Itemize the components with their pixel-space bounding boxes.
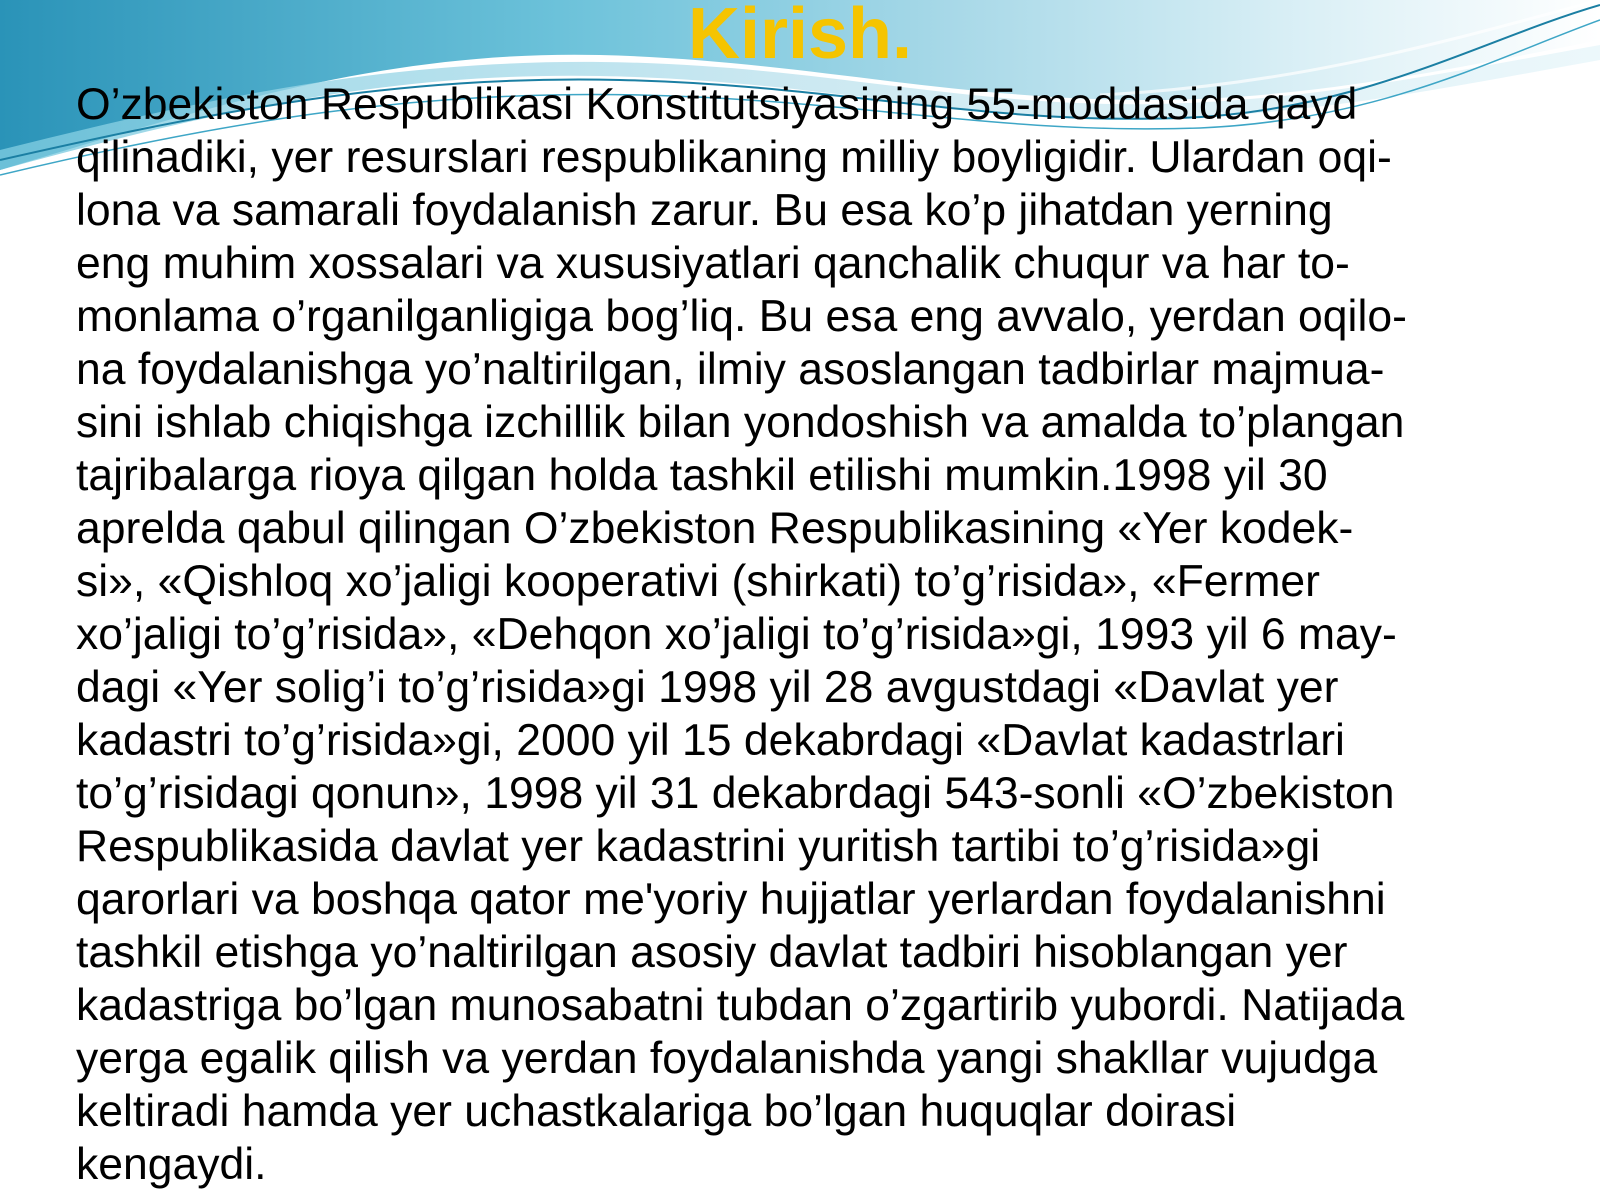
body-paragraph: O’zbekiston Respublikasi Konstitutsiyasining 55-moddasida qayd qilinadiki, yer resurslari respublikaning milliy boyligidir. Ulardan oqi- lona va samarali foydalanish zarur. Bu esa ko’p jihatdan yerning eng muhim xossalari va xususiyatlari qanchalik chuqur va har to- monlama o’rganilganligiga bog’liq. Bu esa eng avvalo, yerdan oqilo- na foydalanishga yo’naltirilgan, ilmiy asoslangan tadbirlar majmua- sini ishlab chiqishga izchillik bilan yondoshish va amalda to’plangan tajribalarga rioya qilgan holda tashkil etilishi mumkin.1998 yil 30 aprelda qabul qilingan O’zbekiston Respublikasining «Yer kodek- si», «Qishloq xo’jaligi kooperativi (shirkati) to’g’risida», «Fermer xo’jaligi to’g’risida», «Dehqon xo’jaligi to’g’risida»gi, 1993 yil 6 may- dagi «Yer solig’i to’g’risida»gi 1998 yil 28 avgustdagi «Davlat yer kadastri to’g’risida»gi, 2000 yil 15 dekabrdagi «Davlat kadastrlari to’g’risidagi qonun», 1998 yil 31 dekabrdagi 543-sonli «O’zbekiston Respublikasida davlat yer kadastrini yuritish tartibi to’g’risida»gi qarorlari va boshqa qator me'yoriy hujjatlar yerlardan foydalanishni tashkil etishga yo’naltirilgan asosiy davlat tadbiri hisoblangan yer kadastriga bo’lgan munosabatni tubdan o’zgartirib yubordi. Natijada yerga egalik qilish va yerdan foydalanishda yangi shakllar vujudga keltiradi hamda yer uchastkalariga bo’lgan huquqlar doirasi kengaydi. xyxy=(76,80,1407,1189)
slide-title: Kirish. xyxy=(687,0,913,74)
